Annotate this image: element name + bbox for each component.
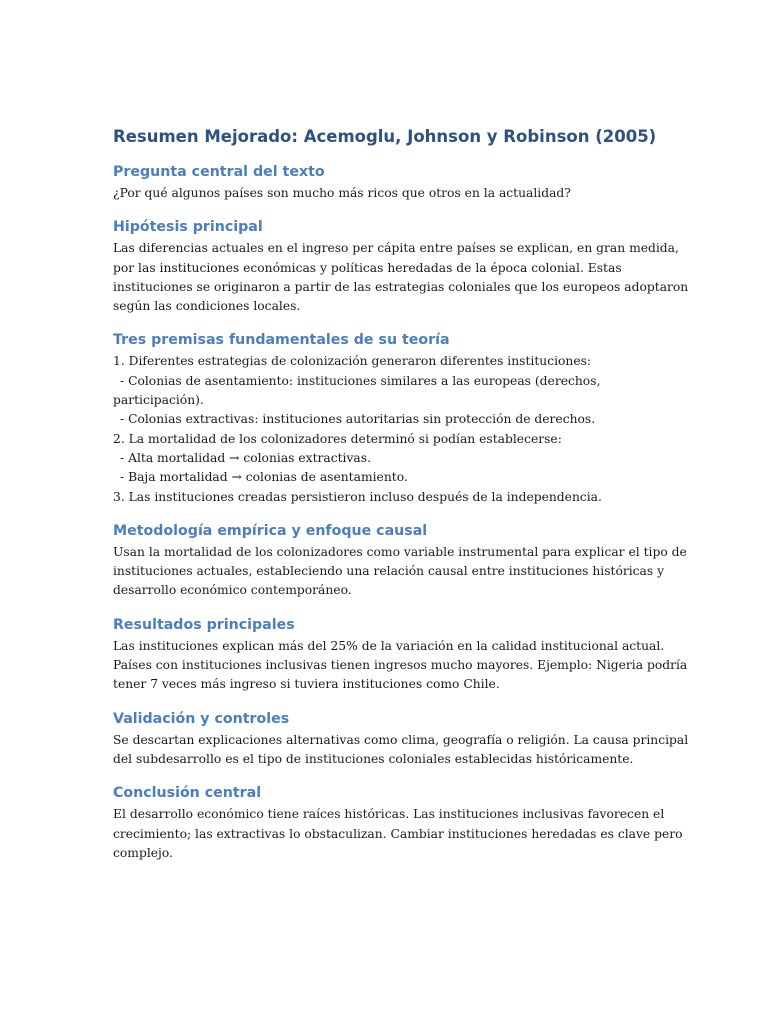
section-heading: Resultados principales [113,616,295,633]
section-heading: Metodología empírica y enfoque causal [113,522,428,539]
section-central-question [113,162,658,203]
premises-list [113,352,658,506]
paragraph-line: por las instituciones económicas y políticas heredadas de la época colonial. Estas [113,260,622,275]
list-item: 3. Las instituciones creadas persistieron incluso después de la independencia. [113,489,602,504]
list-subitem: - Colonias de asentamiento: instituciones similares a las europeas (derechos, [120,373,601,388]
section-paragraph [113,543,687,601]
list-subitem-continuation: participación). [113,393,204,408]
section-paragraph [113,184,658,203]
paragraph-line: complejo. [113,845,173,860]
section-heading: Pregunta central del texto [113,164,325,180]
section-paragraph [113,731,689,770]
list-subitem: - Baja mortalidad → colonias de asentamiento. [120,470,408,485]
list-item: 2. La mortalidad de los colonizadores determinó si podían establecerse: [113,431,562,446]
list-subitem: - Alta mortalidad → colonias extractivas. [120,450,371,465]
paragraph-line: Las diferencias actuales en el ingreso per cápita entre países se explican, en gran medida, [113,241,679,256]
paragraph-line: desarrollo económico contemporáneo. [113,583,352,598]
section-heading: Tres premisas fundamentales de su teoría [113,332,450,349]
section-main-results [113,615,688,695]
section-methodology [113,521,687,601]
paragraph-line: El desarrollo económico tiene raíces históricas. Las instituciones inclusivas favorecen el [113,807,665,822]
document-page [113,118,689,863]
section-paragraph [113,805,683,863]
paragraph-line: del subdesarrollo es el tipo de instituciones coloniales establecidas históricamente. [113,751,634,766]
section-conclusion [113,783,683,863]
paragraph-line: crecimiento; las extractivas lo obstaculizan. Cambiar instituciones heredadas es clave pero [113,826,683,841]
document-title: Resumen Mejorado: Acemoglu, Johnson y Robinson (2005) [113,127,657,146]
paragraph-line: según las condiciones locales. [113,299,301,314]
paragraph-line: Las instituciones explican más del 25% de la variación en la calidad institucional actual. [113,638,665,653]
section-heading: Hipótesis principal [113,219,263,236]
section-three-premises [113,330,658,506]
paragraph-line: Se descartan explicaciones alternativas como clima, geografía o religión. La causa principal [113,732,689,747]
list-item: 1. Diferentes estrategias de colonización generaron diferentes instituciones: [113,354,592,369]
paragraph-line: Países con instituciones inclusivas tienen ingresos mucho mayores. Ejemplo: Nigeria podría [113,658,688,673]
section-validation [113,709,689,770]
paragraph-line: Usan la mortalidad de los colonizadores como variable instrumental para explicar el tipo de [113,544,687,559]
section-paragraph [113,239,689,316]
section-heading: Conclusión central [113,785,262,802]
paragraph-line: tener 7 veces más ingreso si tuviera instituciones como Chile. [113,677,500,692]
paragraph-line: ¿Por qué algunos países son mucho más ricos que otros en la actualidad? [113,186,571,200]
paragraph-line: instituciones actuales, estableciendo una relación causal entre instituciones históricas y [113,564,665,579]
section-main-hypothesis [113,217,689,316]
paragraph-line: instituciones se originaron a partir de las estrategias coloniales que los europeos adoptaron [113,279,689,294]
list-subitem: - Colonias extractivas: instituciones autoritarias sin protección de derechos. [120,412,596,427]
section-heading: Validación y controles [113,710,290,727]
section-paragraph [113,637,688,695]
